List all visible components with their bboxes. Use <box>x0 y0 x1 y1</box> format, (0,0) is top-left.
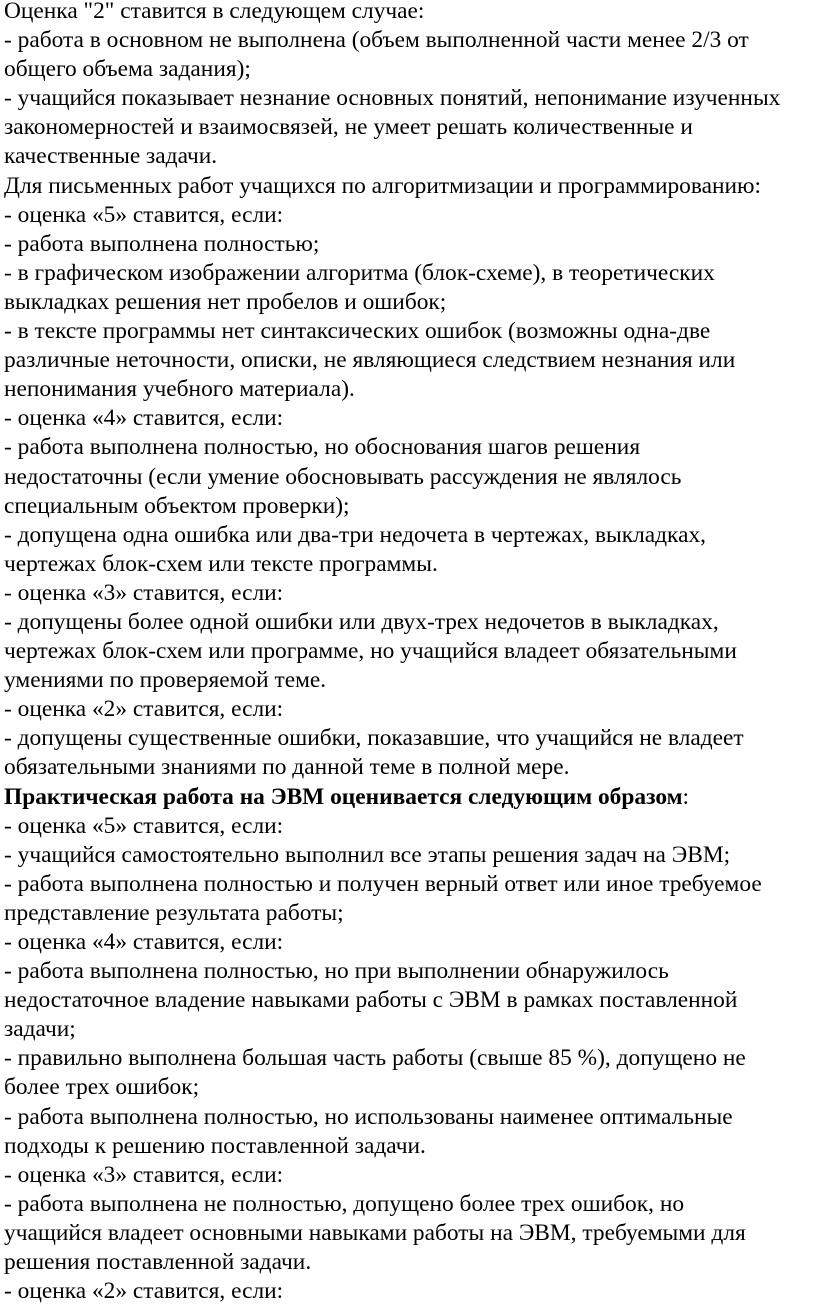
text-line: - работа выполнена полностью, но обоснования шагов решения <box>4 434 641 461</box>
text-line: - в графическом изображении алгоритма (блок-схеме), в теоретических <box>4 259 715 286</box>
text-line: подходы к решению поставленной задачи. <box>4 1132 426 1159</box>
text-line: недостаточное владение навыками работы с ЭВМ в рамках поставленной <box>4 987 738 1014</box>
text-line: учащийся владеет основными навыками работы на ЭВМ, требуемыми для <box>4 1219 746 1246</box>
text-line: - в тексте программы нет синтаксических ошибок (возможны одна-две <box>4 318 711 345</box>
text-line: Оценка "2" ставится в следующем случае: <box>4 0 425 24</box>
text-line: чертежах блок-схем или тексте программы. <box>4 550 438 577</box>
text-line: - работа выполнена полностью, но при выполнении обнаружилось <box>4 958 669 985</box>
text-line: общего объема задания); <box>4 56 251 83</box>
text-line: - оценка «5» ставится, если: <box>4 201 284 228</box>
text-line: - допущена одна ошибка или два-три недочета в чертежах, выкладках, <box>4 521 706 548</box>
text-line: специальным объектом проверки); <box>4 492 350 519</box>
text-line: - работа выполнена полностью и получен верный ответ или иное требуемое <box>4 870 762 897</box>
text-line: - работа выполнена полностью; <box>4 230 320 257</box>
text-line: - оценка «5» ставится, если: <box>4 812 284 839</box>
text-line: чертежах блок-схем или программе, но учащийся владеет обязательными <box>4 638 737 665</box>
text-line: недостаточны (если умение обосновывать рассуждения не являлось <box>4 463 682 490</box>
text-line: более трех ошибок; <box>4 1074 200 1101</box>
text-line: выкладках решения нет пробелов и ошибок; <box>4 288 447 315</box>
text-line: непонимания учебного материала). <box>4 376 355 403</box>
text-line: - оценка «3» ставится, если: <box>4 579 284 606</box>
text-line: - работа выполнена не полностью, допущено более трех ошибок, но <box>4 1190 685 1217</box>
text-line: - работа выполнена полностью, но использованы наименее оптимальные <box>4 1103 733 1130</box>
text-line: умениями по проверяемой теме. <box>4 667 327 694</box>
text-line: - оценка «4» ставится, если: <box>4 929 284 955</box>
text-line: различные неточности, описки, не являющиеся следствием незнания или <box>4 347 736 374</box>
section-heading-colon: : <box>682 783 690 810</box>
text-line: задачи; <box>4 1016 76 1043</box>
section-heading-text: Практическая работа на ЭВМ оценивается следующим образом <box>4 783 683 810</box>
section-heading <box>4 783 812 812</box>
text-line: - работа в основном не выполнена (объем выполненной части менее 2/3 от <box>4 27 749 54</box>
text-line: - допущены существенные ошибки, показавшие, что учащийся не владеет <box>4 725 744 752</box>
text-line: - оценка «2» ставится, если: <box>4 696 284 723</box>
text-line: закономерностей и взаимосвязей, не умеет решать количественные и <box>4 114 693 141</box>
text-line: - учащийся показывает незнание основных понятий, непонимание изученных <box>4 85 781 112</box>
text-line: Для письменных работ учащихся по алгоритмизации и программированию: <box>4 172 761 199</box>
text-line: - правильно выполнена большая часть работы (свыше 85 %), допущено не <box>4 1045 746 1072</box>
text-line: обязательными знаниями по данной теме в полной мере. <box>4 754 570 781</box>
text-line: решения поставленной задачи. <box>4 1249 312 1276</box>
text-line: - оценка «4» ставится, если: <box>4 405 284 432</box>
text-line: - допущены более одной ошибки или двух-трех недочетов в выкладках, <box>4 608 719 635</box>
text-line: представление результата работы; <box>4 899 344 926</box>
text-line: - оценка «3» ставится, если: <box>4 1161 284 1188</box>
text-line: качественные задачи. <box>4 143 218 170</box>
text-line: - оценка «2» ставится, если: <box>4 1278 284 1305</box>
text-line: - учащийся самостоятельно выполнил все этапы решения задач на ЭВМ; <box>4 841 731 868</box>
